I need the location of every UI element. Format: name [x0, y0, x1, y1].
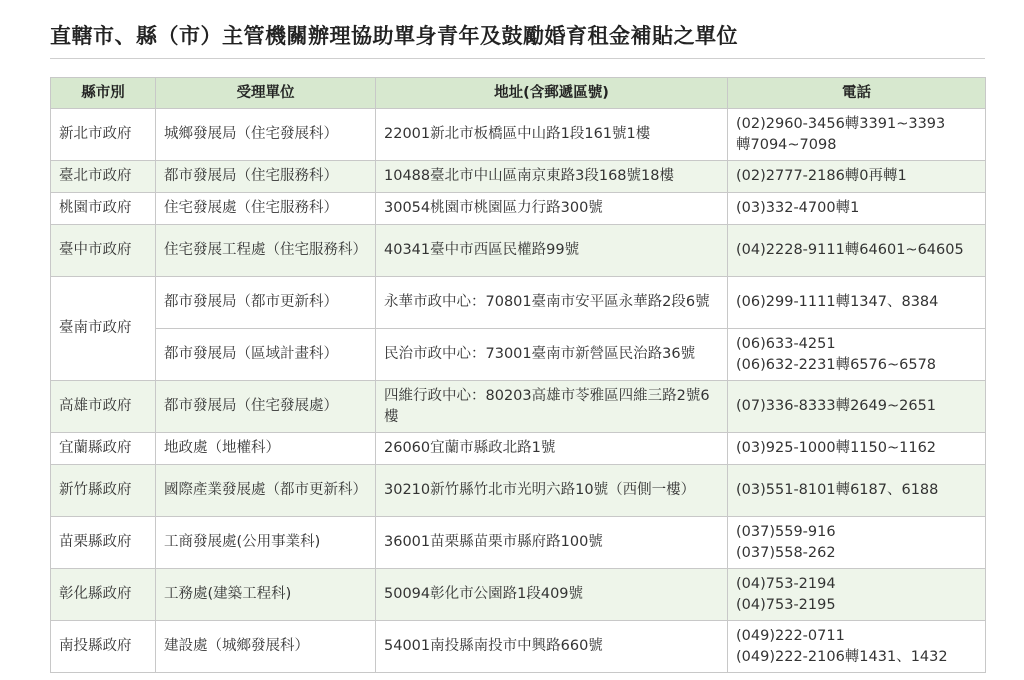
cell-phone — [728, 225, 986, 277]
phone-line: 轉7094~7098 — [736, 136, 837, 153]
cell-unit: 住宅發展工程處（住宅服務科） — [156, 225, 376, 277]
table-row — [51, 465, 986, 517]
header-address: 地址(含郵遞區號) — [376, 78, 728, 109]
phone-line: (049)222-2106轉1431、1432 — [736, 648, 948, 665]
cell-unit: 都市發展局（都市更新科） — [156, 277, 376, 329]
cell-unit: 工務處(建築工程科) — [156, 569, 376, 621]
phone-line: (03)551-8101轉6187、6188 — [736, 482, 939, 498]
cell-city: 苗栗縣政府 — [51, 517, 156, 569]
cell-phone — [728, 621, 986, 673]
cell-city: 新北市政府 — [51, 109, 156, 161]
table-row — [51, 381, 986, 433]
cell-address: 永華市政中心：70801臺南市安平區永華路2段6號 — [376, 277, 728, 329]
table-row — [51, 193, 986, 225]
cell-unit: 都市發展局（區域計畫科） — [156, 329, 376, 381]
table-header-row — [51, 78, 986, 109]
phone-line: (04)753-2194 — [736, 575, 836, 592]
header-unit: 受理單位 — [156, 78, 376, 109]
cell-address: 50094彰化市公園路1段409號 — [376, 569, 728, 621]
cell-phone — [728, 433, 986, 465]
cell-address: 30210新竹縣竹北市光明六路10號（西側一樓） — [376, 465, 728, 517]
cell-address: 54001南投縣南投市中興路660號 — [376, 621, 728, 673]
table-row — [51, 161, 986, 193]
cell-city: 彰化縣政府 — [51, 569, 156, 621]
phone-line: (06)633-4251 — [736, 335, 836, 352]
cell-city: 桃園市政府 — [51, 193, 156, 225]
cell-address: 26060宜蘭市縣政北路1號 — [376, 433, 728, 465]
cell-phone — [728, 569, 986, 621]
cell-address: 四維行政中心：80203高雄市苓雅區四維三路2號6樓 — [376, 381, 728, 433]
title-divider — [50, 58, 985, 59]
cell-city: 臺北市政府 — [51, 161, 156, 193]
table-row — [51, 621, 986, 673]
cell-address: 40341臺中市西區民權路99號 — [376, 225, 728, 277]
cell-unit: 地政處（地權科） — [156, 433, 376, 465]
cell-unit: 建設處（城鄉發展科） — [156, 621, 376, 673]
cell-city: 臺南市政府 — [51, 277, 156, 381]
cell-city: 新竹縣政府 — [51, 465, 156, 517]
table-row — [51, 329, 986, 381]
cell-unit: 住宅發展處（住宅服務科） — [156, 193, 376, 225]
table-row — [51, 109, 986, 161]
cell-phone — [728, 161, 986, 193]
cell-unit: 城鄉發展局（住宅發展科） — [156, 109, 376, 161]
phone-line: (04)2228-9111轉64601~64605 — [736, 242, 964, 258]
table-row — [51, 433, 986, 465]
phone-line: (049)222-0711 — [736, 627, 845, 644]
cell-unit: 工商發展處(公用事業科) — [156, 517, 376, 569]
cell-city: 臺中市政府 — [51, 225, 156, 277]
table-row — [51, 517, 986, 569]
phone-line: (07)336-8333轉2649~2651 — [736, 398, 937, 414]
cell-phone — [728, 465, 986, 517]
phone-line: (02)2777-2186轉0再轉1 — [736, 168, 907, 184]
phone-line: (037)559-916 — [736, 523, 836, 540]
cell-city: 南投縣政府 — [51, 621, 156, 673]
cell-address: 民治市政中心：73001臺南市新營區民治路36號 — [376, 329, 728, 381]
cell-unit: 都市發展局（住宅發展處） — [156, 381, 376, 433]
phone-line: (06)632-2231轉6576~6578 — [736, 356, 937, 373]
cell-phone — [728, 381, 986, 433]
table-row — [51, 569, 986, 621]
phone-line: (04)753-2195 — [736, 596, 836, 613]
phone-line: (02)2960-3456轉3391~3393 — [736, 115, 946, 132]
cell-phone — [728, 193, 986, 225]
cell-address: 30054桃園市桃園區力行路300號 — [376, 193, 728, 225]
phone-line: (037)558-262 — [736, 544, 836, 561]
phone-line: (03)925-1000轉1150~1162 — [736, 440, 937, 456]
cell-address: 22001新北市板橋區中山路1段161號1樓 — [376, 109, 728, 161]
cell-phone — [728, 109, 986, 161]
phone-line: (03)332-4700轉1 — [736, 200, 860, 216]
page-title: 直轄市、縣（市）主管機關辦理協助單身青年及鼓勵婚育租金補貼之單位 — [50, 24, 738, 48]
table-row — [51, 225, 986, 277]
cell-phone — [728, 517, 986, 569]
cell-address: 10488臺北市中山區南京東路3段168號18樓 — [376, 161, 728, 193]
cell-unit: 國際產業發展處（都市更新科） — [156, 465, 376, 517]
cell-phone — [728, 329, 986, 381]
cell-phone — [728, 277, 986, 329]
cell-unit: 都市發展局（住宅服務科） — [156, 161, 376, 193]
phone-line: (06)299-1111轉1347、8384 — [736, 294, 939, 310]
header-phone: 電話 — [728, 78, 986, 109]
header-city: 縣市別 — [51, 78, 156, 109]
cell-address: 36001苗栗縣苗栗市縣府路100號 — [376, 517, 728, 569]
cell-city: 高雄市政府 — [51, 381, 156, 433]
table-row — [51, 277, 986, 329]
cell-city: 宜蘭縣政府 — [51, 433, 156, 465]
subsidy-units-table — [50, 77, 986, 673]
